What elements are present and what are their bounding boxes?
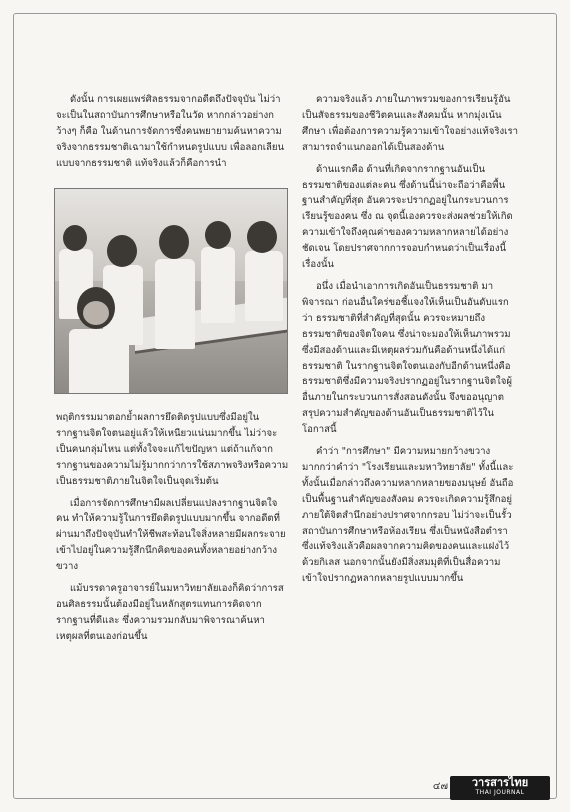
right-column: [302, 92, 518, 593]
body-paragraph: อนึ่ง เมื่อนำเอาการเกิดอันเป็นธรรมชาติ มาพิจารณา ก่อนอื่นใคร่ขอชี้แจงให้เห็นเป็นอันดับแรกว่า ธรรมชาติที่สำคัญที่สุดนั้น ควรจะหมายถึงธรรมชาติของจิตใจคน ซึ่งน่าจะมองให้เห็นภาพรวมซึ่งมีสองด้านและมีเหตุผลร่วมกันคือด้านหนึ่งได้แก่ธรรมชาติ ในรากฐานจิตใจตนเองกับอีกด้านหนึ่งคือธรรมชาติซึ่งมีความจริงปรากฏอยู่ในรากฐานจิตใจผู้อื่นภายในกระบวนการสั่งสอนดังนั้น จึงขออนุญาตสรุปความสำคัญของด้านอันเป็นธรรมชาติไว้ในโอกาสนี้: [302, 280, 512, 436]
photo-children-classroom: [54, 188, 288, 394]
photo-child-head: [159, 225, 189, 259]
body-paragraph: เมื่อการจัดการศึกษามีผลเปลี่ยนแปลงรากฐานจิตใจคน ทำให้ความรู้ในการยึดติดรูปแบบมากขึ้น จากอดีตที่ผ่านมาถึงปัจจุบันทำให้ชีพสะท้อนใจสิ่งหลายมีผลกระจายเข้าไปอยู่ในความรู้สึกนึกคิดของคนทั้งหลายอย่างกว้างขวาง: [56, 497, 286, 573]
photo-child-head: [63, 225, 87, 251]
journal-logo: [450, 776, 550, 800]
photo-child: [245, 251, 283, 321]
photo-child: [201, 247, 235, 323]
photo-child-head: [107, 235, 137, 267]
photo-child: [155, 259, 195, 349]
left-column-top: [56, 92, 290, 178]
body-paragraph: แม้บรรดาครูอาจารย์ในมหาวิทยาลัยเองก็คิดว่าการสอนศิลธรรมนั้นต้องมีอยู่ในหลักสูตรแทนการคิดจากรากฐานที่ดีและ ซึ่งความรวมกลับมาพิจารณาค้นหาเหตุผลที่ตนเองก่อนขึ้น: [56, 583, 284, 642]
left-column-bottom: [56, 410, 290, 651]
journal-logo-title: วารสารไทย: [471, 776, 529, 789]
body-paragraph: ด้านแรกคือ ด้านที่เกิดจากรากฐานอันเป็นธรรมชาติของแต่ละคน ซึ่งด้านนี้น่าจะถือว่าคือพื้นฐานสำคัญที่สุด อันควรจะปรากฏอยู่ในกระบวนการเรียนรู้ของคน ซึ่ง ณ จุดนี้เองควรจะส่งผลช่วยให้เกิดความเข้าใจถึงคุณค่าของความหลากหลายได้อย่างชัดเจน โดยปราศจากการจอบกำหนดว่าเป็นเรื่องนี้เรื่องนั้น: [302, 163, 513, 271]
page-number: ๔๗: [432, 781, 448, 792]
photo-child-head: [205, 221, 231, 249]
body-paragraph: พฤติกรรมมาตอกย้ำผลการยึดติดรูปแบบซึ่งมีอยู่ในรากฐานจิตใจตนอยู่แล้วให้เหนียวแน่นมากขึ้น ไม่ว่าจะเป็นคนกลุ่มไหน แต่ทั้งใจจะแก้ไขปัญหา แต่ถ้าแก้จากรากฐานของความไม่รู้มากกว่าการใช้สภาพจริงหรือความเป็นธรรมชาติภายในจิตใจเป็นจุดเริ่มต้น: [56, 412, 289, 487]
body-paragraph: ดังนั้น การเผยแพร่ศิลธรรมจากอดีตถึงปัจจุบัน ไม่ว่าจะเป็นในสถาบันการศึกษาหรือในวัด หากกล่าวอย่างกว้างๆ ก็คือ ในด้านการจัดการซึ่งคนพยายามค้นหาความจริงจากธรรมชาติเฉามาใช้กำหนดรูปแบบ เพื่อลอกเลียนแบบจากธรรมชาติ แท้จริงแล้วก็คือการนำ: [56, 94, 285, 169]
body-paragraph: ความจริงแล้ว ภายในภาพรวมของการเรียนรู้อันเป็นสัจธรรมของชีวิตคนและสังคมนั้น หากมุ่งเน้นศึกษา เพื่อต้องการความรู้ความเข้าใจอย่างแท้จริงเราสามารถจำแนกออกได้เป็นสองด้าน: [302, 94, 519, 153]
body-paragraph: คำว่า "การศึกษา" มีความหมายกว้างขวางมากกว่าคำว่า "โรงเรียนและมหาวิทยาลัย" ทั้งนี้และทั้งนั้นเมื่อกล่าวถึงความหลากหลายของมนุษย์ อันถือเป็นพื้นฐานสำคัญของสังคม ควรจะเกิดความรู้สึกอยู่ภายใต้จิตสำนึกอย่างปราศจากกรอบ ไม่ว่าจะเป็นรั้วสถาบันการศึกษาหรือห้องเรียน ซึ่งเป็นหนังสือตำรา ซึ่งแท้จริงแล้วคือผลจากความคิดของคนและแฝงไว้ด้วยกิเลส นอกจากนั้นยังมีสิ่งสมมุติที่เป็นสื่อความเข้าใจปรากฏหลากหลายรูปแบบมากขึ้น: [302, 446, 514, 585]
photo-child-head: [247, 221, 277, 253]
journal-logo-subtitle: THAI JOURNAL: [475, 789, 525, 796]
photo-child-face: [83, 301, 109, 325]
photo-child: [69, 329, 129, 394]
